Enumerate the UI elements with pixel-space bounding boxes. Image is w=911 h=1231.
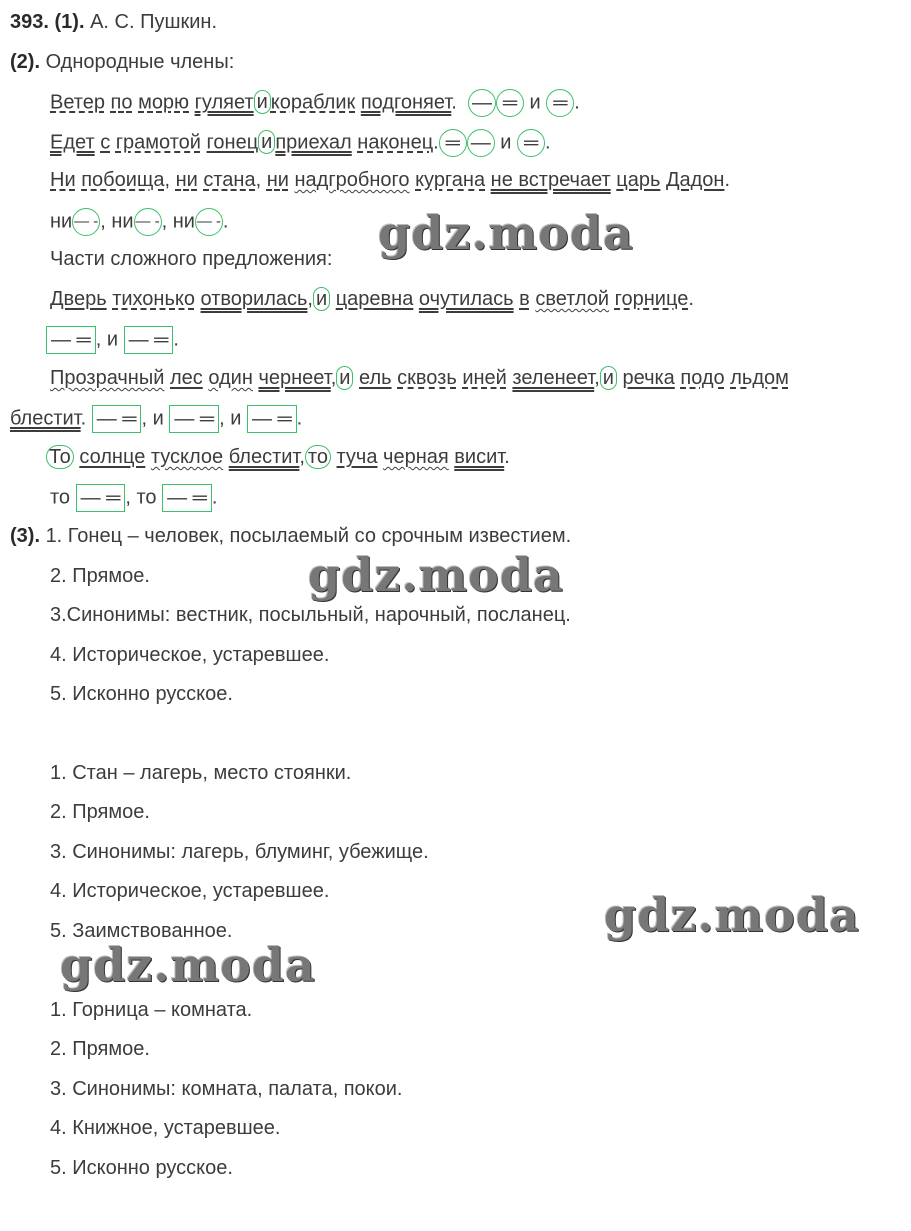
scheme-circle: — xyxy=(467,129,495,157)
predicate: очутилась xyxy=(418,288,514,310)
punct: . xyxy=(173,328,179,351)
list-item: 1. Горница – комната. xyxy=(50,999,253,1021)
predicate: подгоняет xyxy=(360,91,452,114)
scheme-box: — ═ xyxy=(46,326,96,354)
subject: царь xyxy=(616,169,661,191)
word: по xyxy=(110,91,133,114)
part1-label: (1). xyxy=(54,11,85,33)
scheme-ni: ни xyxy=(50,210,73,233)
scheme-circle: ═ xyxy=(439,129,467,157)
part3-label: (3). xyxy=(10,525,40,547)
list-item: 5. Заимствованное. xyxy=(50,920,233,942)
word: льдом xyxy=(730,367,789,389)
scheme-circle: — - xyxy=(134,208,162,236)
word: черная xyxy=(383,446,449,468)
punct: . xyxy=(222,210,229,233)
subject: Дадон xyxy=(665,169,725,191)
word: тихонько xyxy=(112,288,195,310)
header-line xyxy=(10,10,217,34)
list-item: 4. Книжное, устаревшее. xyxy=(50,1117,281,1139)
scheme-box: — ═ xyxy=(162,484,212,512)
task-number: 393. xyxy=(10,11,49,33)
scheme-box: — ═ xyxy=(76,484,126,512)
sentence-4-scheme: — ═ , и — ═ . xyxy=(46,326,179,354)
predicate: не встречает xyxy=(490,169,611,191)
subject: туча xyxy=(336,446,378,468)
author: А. С. Пушкин. xyxy=(90,11,218,33)
list-item: 4. Историческое, устаревшее. xyxy=(50,880,330,902)
word: побоища xyxy=(81,169,165,191)
scheme-to: то xyxy=(50,486,71,509)
list-item: 2. Прямое. xyxy=(50,1038,150,1060)
list-item: 1. Гонец – человек, посылаемый со срочным известием. xyxy=(45,525,572,547)
word: наконец xyxy=(357,131,434,154)
word: кургана xyxy=(415,169,486,191)
word: ни xyxy=(266,169,289,191)
watermark: gdz.moda xyxy=(60,938,316,992)
word: ни xyxy=(175,169,198,191)
list-item: 2. Прямое. xyxy=(50,565,150,587)
watermark: gdz.moda xyxy=(378,206,634,260)
conjunction-circle: и xyxy=(313,287,330,311)
list-item: 3. Синонимы: лагерь, блуминг, убежище. xyxy=(50,841,429,863)
word: горнице xyxy=(614,288,689,310)
word: Прозрачный xyxy=(50,367,165,389)
scheme-and: и xyxy=(500,131,512,154)
punct: . xyxy=(545,131,551,154)
word: в xyxy=(519,288,530,310)
predicate: гуляет xyxy=(194,91,254,114)
scheme-circle: — - xyxy=(195,208,223,236)
scheme-ni: ни xyxy=(111,210,134,233)
sentence-1 xyxy=(50,89,580,117)
scheme-and: и xyxy=(529,91,541,114)
word: стана xyxy=(203,169,256,191)
subject: речка xyxy=(622,367,675,389)
scheme-circle: — xyxy=(468,89,496,117)
list-item: 4. Историческое, устаревшее. xyxy=(50,644,330,666)
sentence-3-scheme: ни — -, ни — -, ни — -. xyxy=(50,208,228,236)
part2-label: (2). xyxy=(10,51,40,73)
word: светлой xyxy=(535,288,610,310)
predicate: блестит xyxy=(10,407,81,430)
scheme-and: и xyxy=(230,407,242,430)
scheme-circle: ═ xyxy=(496,89,524,117)
scheme-ni: ни xyxy=(172,210,195,233)
word: кораблик xyxy=(270,91,356,114)
scheme-box: — ═ xyxy=(124,326,174,354)
conjunction-circle: и xyxy=(258,130,275,154)
sentence-3: Ни побоища, ни стана, ни надгробного кургана не встречает царь Дадон. xyxy=(50,169,731,191)
scheme-and: и xyxy=(152,407,164,430)
punct: . xyxy=(504,446,510,468)
sentence-5: Прозрачный лес один чернеет, и ель сквозь иней зеленеет, и речка подо льдом xyxy=(50,367,789,389)
predicate: чернеет xyxy=(258,367,331,389)
subject: солнце xyxy=(79,446,146,468)
predicate: приехал xyxy=(275,131,352,154)
list-item: 3. Синонимы: комната, палата, покои. xyxy=(50,1078,403,1100)
word: грамотой xyxy=(115,131,201,154)
scheme-box: — ═ xyxy=(92,405,142,433)
section2-title-line xyxy=(10,50,234,74)
punct: . xyxy=(724,169,731,191)
list-item: 3.Синонимы: вестник, посыльный, нарочный, посланец. xyxy=(50,604,571,626)
sentence-6-scheme: то — ═ , то — ═ . xyxy=(50,484,217,512)
watermark: gdz.moda xyxy=(308,548,564,602)
scheme-to: то xyxy=(136,486,157,509)
sentence-4: Дверь тихонько отворилась, и царевна очутилась в светлой горнице. xyxy=(50,288,694,310)
predicate: зеленеет xyxy=(512,367,595,389)
word: сквозь xyxy=(397,367,457,389)
conjunction-circle: то xyxy=(305,445,331,469)
scheme-circle: ═ xyxy=(517,129,545,157)
scheme-box: — ═ xyxy=(247,405,297,433)
punct: . xyxy=(296,407,303,430)
predicate: Едет xyxy=(50,131,95,154)
scheme-and: и xyxy=(106,328,119,351)
conjunction-circle: и xyxy=(254,90,271,114)
sentence-5-cont: блестит. — ═ , и — ═ , и — ═ . xyxy=(10,405,302,433)
sentence-2 xyxy=(50,129,551,157)
word: один xyxy=(208,367,253,389)
word: тусклое xyxy=(150,446,224,468)
list-item: 1. Стан – лагерь, место стоянки. xyxy=(50,762,352,784)
subject: царевна xyxy=(335,288,414,310)
subject: лес xyxy=(169,367,203,389)
predicate: блестит xyxy=(228,446,300,468)
scheme-circle: — - xyxy=(72,208,100,236)
word: надгробного xyxy=(294,169,410,191)
word: иней xyxy=(462,367,507,389)
homogeneous-title: Однородные члены: xyxy=(45,51,235,73)
subject: ель xyxy=(359,367,392,389)
subject: гонец xyxy=(206,131,259,154)
list-item: 2. Прямое. xyxy=(50,801,150,823)
scheme-box: — ═ xyxy=(169,405,219,433)
list-item: 5. Исконно русское. xyxy=(50,1157,233,1179)
conjunction-circle: То xyxy=(46,445,74,469)
section3-line-1 xyxy=(10,524,571,548)
list-item: 5. Исконно русское. xyxy=(50,683,233,705)
word: подо xyxy=(680,367,725,389)
word: Ни xyxy=(50,169,76,191)
word: с xyxy=(100,131,111,154)
punct: . xyxy=(80,407,87,430)
conjunction-circle: и xyxy=(336,366,353,390)
watermark: gdz.moda xyxy=(604,888,860,942)
sentence-6: То солнце тусклое блестит, то туча черная висит. xyxy=(46,445,510,469)
scheme-circle: ═ xyxy=(546,89,574,117)
predicate: отворилась xyxy=(200,288,308,310)
predicate: висит xyxy=(454,446,505,468)
parts-title: Части сложного предложения: xyxy=(50,248,333,270)
punct: . xyxy=(451,91,457,114)
punct: . xyxy=(688,288,694,310)
punct: . xyxy=(211,486,218,509)
word: Ветер xyxy=(50,91,105,114)
subject: Дверь xyxy=(50,288,107,310)
word: морю xyxy=(138,91,190,114)
punct: . xyxy=(574,91,580,114)
punct: . xyxy=(433,131,439,154)
conjunction-circle: и xyxy=(600,366,617,390)
